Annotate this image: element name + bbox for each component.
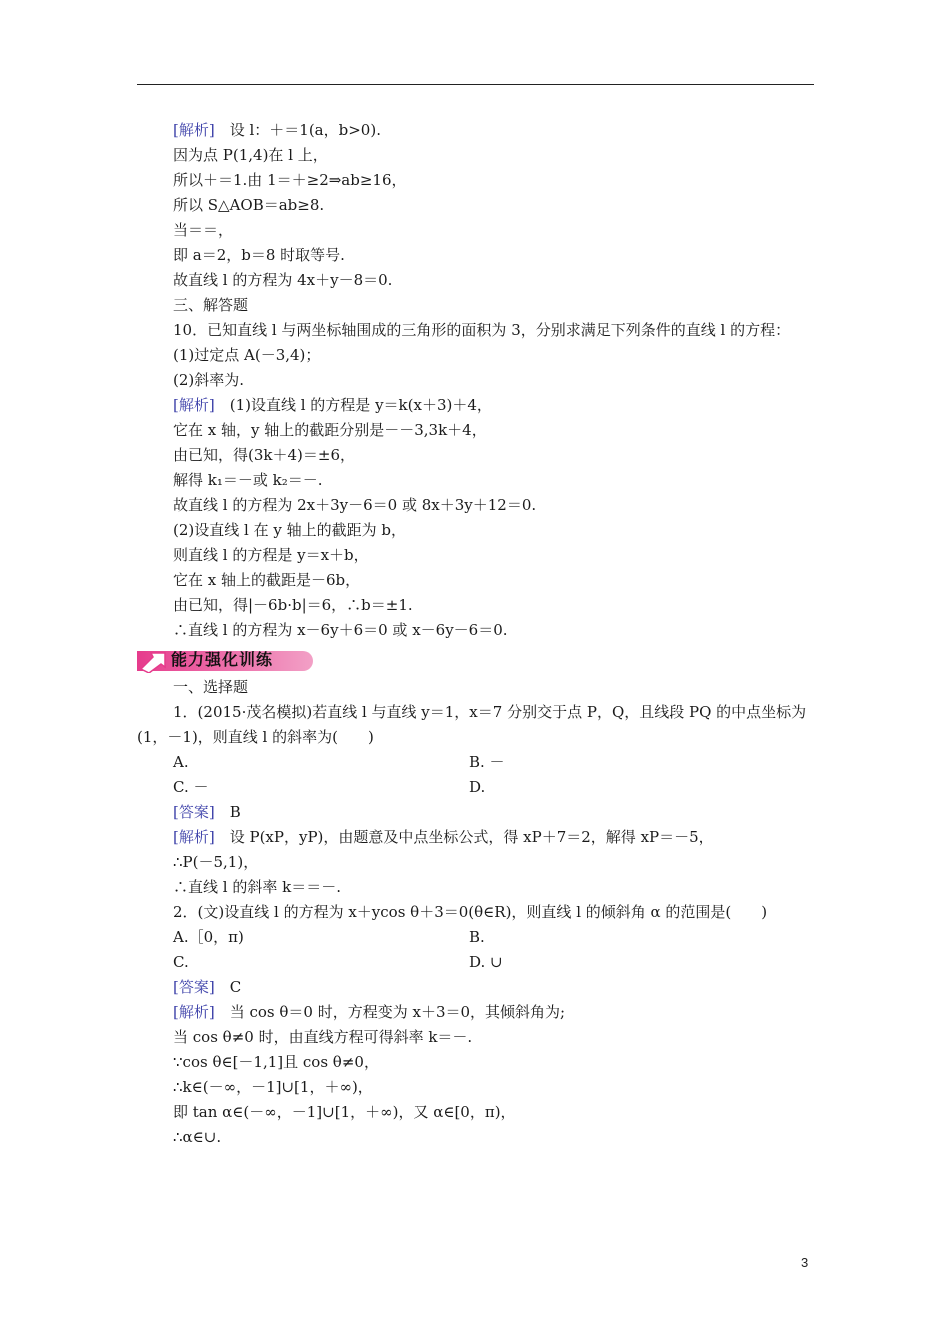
line-text: (2)斜率为. — [173, 371, 245, 389]
text-line — [137, 243, 814, 268]
line-text: 由已知，得|－6b·b|＝6，∴b＝±1. — [173, 596, 413, 614]
text-line — [137, 875, 814, 900]
line-text: 当 cos θ＝0 时，方程变为 x＋3＝0，其倾斜角为; — [214, 1003, 566, 1021]
label-tag: [解析] — [173, 396, 215, 414]
choice-b: B. — [469, 928, 485, 946]
header-rule — [137, 84, 814, 85]
line-text: 当 cos θ≠0 时，由直线方程可得斜率 k＝－. — [173, 1028, 473, 1046]
line-text: C — [214, 978, 242, 996]
block-part1 — [137, 118, 814, 318]
text-line — [137, 518, 814, 543]
line-text: 解得 k₁＝－或 k₂＝－. — [173, 471, 323, 489]
question-2-stem: 2．(文)设直线 l 的方程为 x＋ycos θ＋3＝0(θ∈R)，则直线 l 的倾斜角 α 的范围是( ) — [173, 903, 768, 921]
page-number: 3 — [801, 1255, 809, 1270]
line-text: 设 P(xP，yP)，由题意及中点坐标公式，得 xP＋7＝2，解得 xP＝－5， — [214, 828, 714, 846]
text-line — [137, 618, 814, 643]
line-text: 即 a＝2，b＝8 时取等号. — [173, 246, 345, 264]
line-text: ∴直线 l 的斜率 k＝＝－. — [173, 878, 341, 896]
choice-a: A.［0，π) — [173, 928, 244, 946]
text-line — [137, 268, 814, 293]
line-text: 则直线 l 的方程是 y＝x＋b， — [173, 546, 369, 564]
choice-a: A. — [173, 753, 189, 771]
section-choice-heading: 一、选择题 — [173, 678, 249, 696]
line-text: ∴k∈(－∞，－1]∪[1，＋∞)， — [173, 1078, 373, 1096]
question-1-choices-row2 — [137, 775, 814, 800]
question-2-choices-row2 — [137, 950, 814, 975]
text-line — [137, 593, 814, 618]
choice-c: C. — [173, 953, 189, 971]
line-text: ∴α∈∪. — [173, 1128, 222, 1146]
block-q2 — [137, 975, 814, 1150]
text-line — [137, 168, 814, 193]
text-line — [137, 1125, 814, 1150]
line-text: 即 tan α∈(－∞，－1]∪[1，＋∞)，又 α∈[0，π)， — [173, 1103, 516, 1121]
line-text: 故直线 l 的方程为 4x＋y－8＝0. — [173, 271, 393, 289]
text-line — [137, 343, 814, 368]
line-text: 因为点 P(1,4)在 l 上， — [173, 146, 328, 164]
text-line — [137, 493, 814, 518]
question-10-stem: 10．已知直线 l 与两坐标轴围成的三角形的面积为 3，分别求满足下列条件的直线 l 的方程： — [173, 321, 791, 339]
line-text: 当＝＝， — [173, 221, 234, 239]
line-text: ∵cos θ∈[－1,1]且 cos θ≠0， — [173, 1053, 379, 1071]
line-text: 它在 x 轴上的截距是－6b， — [173, 571, 361, 589]
banner-title: 能力强化训练 — [171, 650, 274, 669]
text-line — [137, 468, 814, 493]
choice-d: D. — [469, 778, 486, 796]
text-line — [137, 1050, 814, 1075]
text-line — [137, 800, 814, 825]
question-1-choices-row1 — [137, 750, 814, 775]
banner-arrow-icon — [139, 649, 169, 673]
text-line — [137, 975, 814, 1000]
line-text: (1)过定点 A(－3,4)； — [173, 346, 321, 364]
line-text: ∴P(－5,1)， — [173, 853, 259, 871]
text-line — [137, 1100, 814, 1125]
line-text: 由已知，得(3k＋4)＝±6， — [173, 446, 355, 464]
choice-c: C. － — [173, 778, 209, 796]
label-tag: [答案] — [173, 803, 215, 821]
label-tag: [解析] — [173, 121, 215, 139]
text-line — [137, 443, 814, 468]
text-line — [137, 293, 814, 318]
text-line — [137, 568, 814, 593]
text-line — [137, 118, 814, 143]
label-tag: [解析] — [173, 1003, 215, 1021]
text-line — [137, 418, 814, 443]
text-line — [137, 825, 814, 850]
text-line — [137, 193, 814, 218]
block-q1 — [137, 800, 814, 900]
text-line — [137, 1000, 814, 1025]
line-text: 故直线 l 的方程为 2x＋3y－6＝0 或 8x＋3y＋12＝0. — [173, 496, 537, 514]
line-text: B — [214, 803, 241, 821]
line-text: (1)设直线 l 的方程是 y＝k(x＋3)＋4， — [214, 396, 492, 414]
question-1-stem: 1．(2015·茂名模拟)若直线 l 与直线 y＝1，x＝7 分别交于点 P，Q，且线段 PQ 的中点坐标为(1，－1)，则直线 l 的斜率为( ) — [137, 703, 807, 746]
label-tag: [答案] — [173, 978, 215, 996]
page-content — [137, 118, 814, 1150]
block-part2 — [137, 343, 814, 643]
line-text: 所以＋＝1.由 1＝＋≥2⇒ab≥16， — [173, 171, 407, 189]
line-text: 所以 S△AOB＝ab≥8. — [173, 196, 325, 214]
text-line — [137, 850, 814, 875]
text-line — [137, 543, 814, 568]
text-line — [137, 393, 814, 418]
line-text: 设 l：＋＝1(a，b>0). — [214, 121, 381, 139]
text-line — [137, 1075, 814, 1100]
label-tag: [解析] — [173, 828, 215, 846]
choice-d: D. ∪ — [469, 953, 503, 971]
text-line — [137, 1025, 814, 1050]
line-text: 它在 x 轴，y 轴上的截距分别是－－3,3k＋4， — [173, 421, 487, 439]
line-text: 三、解答题 — [173, 296, 249, 314]
section-banner — [137, 645, 814, 675]
text-line — [137, 368, 814, 393]
question-2-choices-row1 — [137, 925, 814, 950]
text-line — [137, 143, 814, 168]
text-line — [137, 218, 814, 243]
line-text: (2)设直线 l 在 y 轴上的截距为 b， — [173, 521, 406, 539]
line-text: ∴直线 l 的方程为 x－6y＋6＝0 或 x－6y－6＝0. — [173, 621, 508, 639]
choice-b: B. － — [469, 753, 505, 771]
